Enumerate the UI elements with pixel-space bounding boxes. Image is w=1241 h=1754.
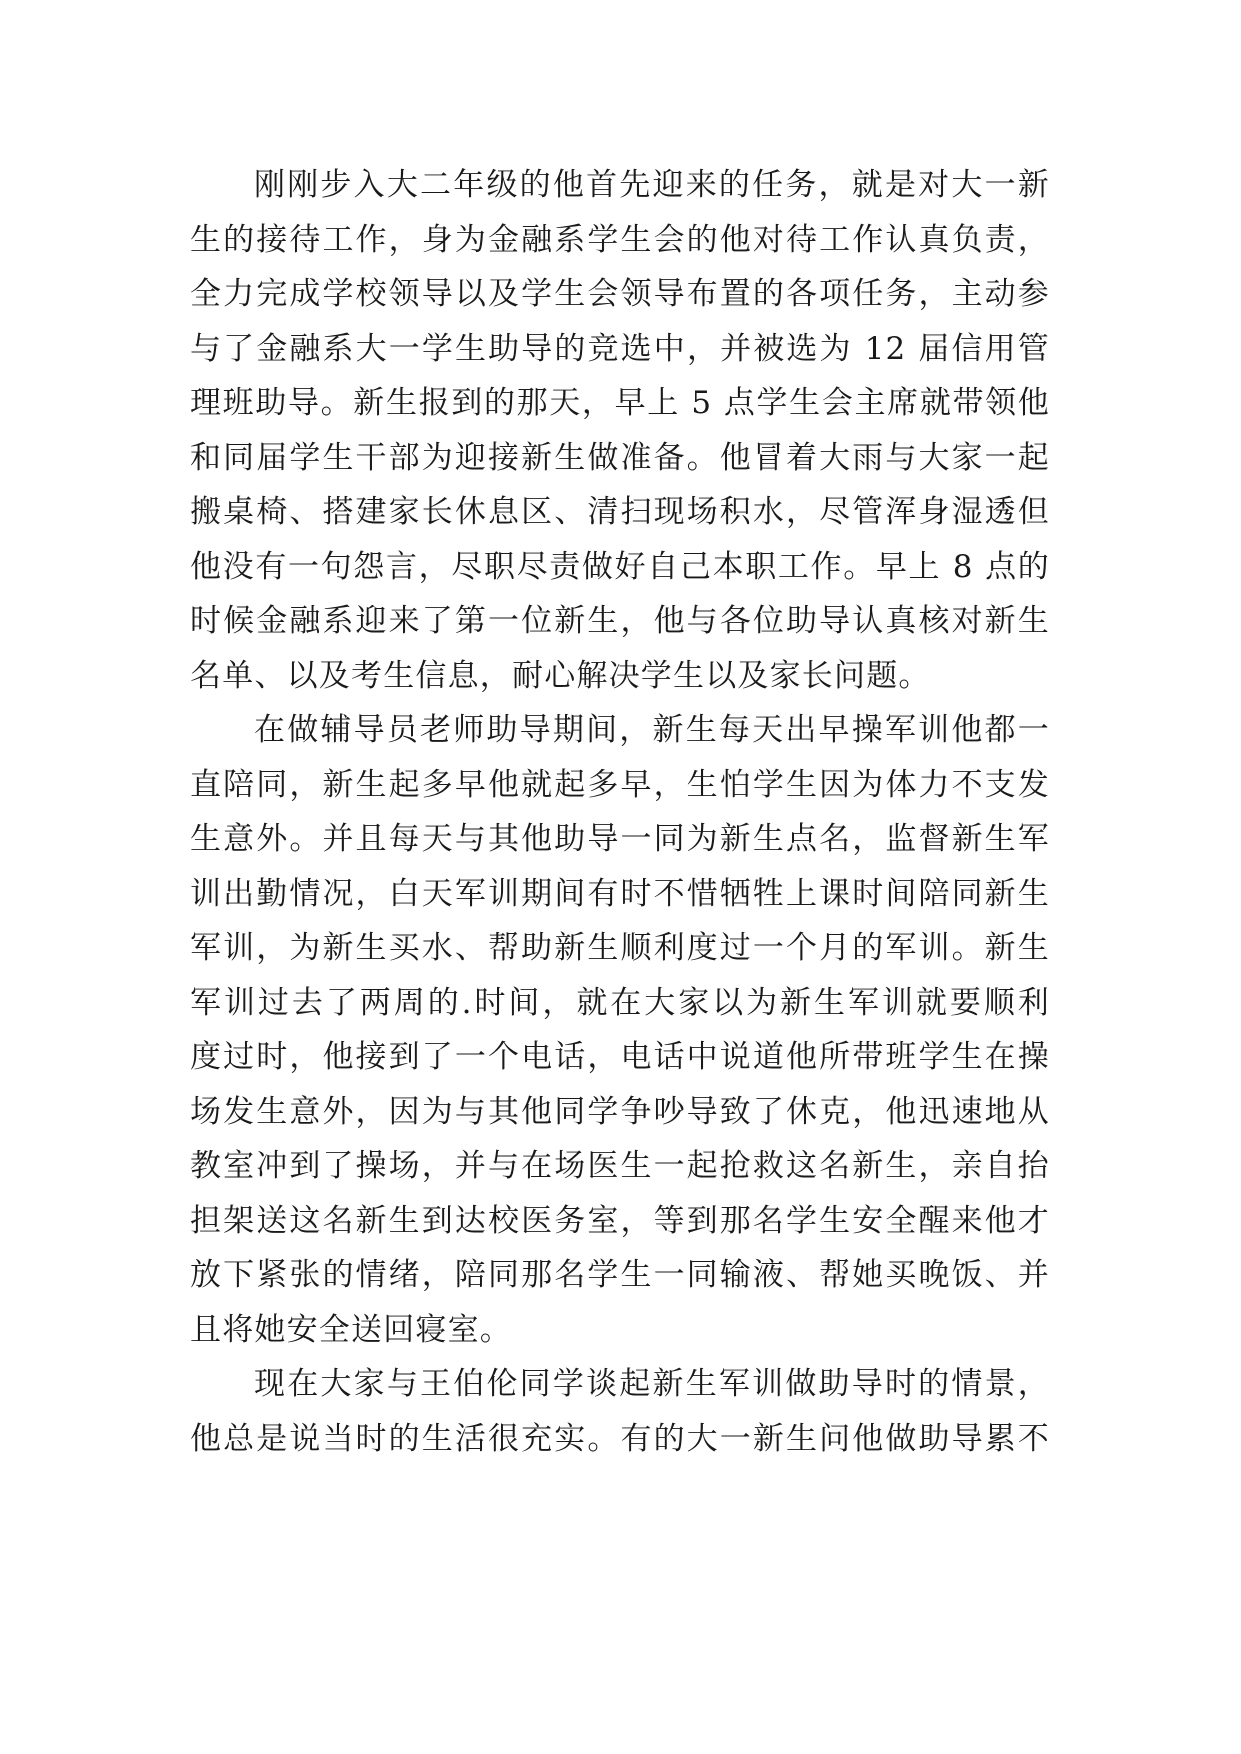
- paragraph-2-line-3: 生意外。并且每天与其他助导一同为新生点名，监督新生军: [190, 821, 1050, 857]
- paragraph-2-line-4: 训出勤情况，白天军训期间有时不惜牺牲上课时间陪同新生: [190, 875, 1050, 912]
- paragraph-1-line-1: 刚刚步入大二年级的他首先迎来的任务，就是对大一新: [254, 167, 1050, 203]
- paragraph-1-line-5: 理班助导。新生报到的那天，早上 5 点学生会主席就带领他: [190, 385, 1050, 421]
- paragraph-1-line-6: 和同届学生干部为迎接新生做准备。他冒着大雨与大家一起: [190, 439, 1050, 476]
- body-text: [190, 158, 1050, 1466]
- paragraph-1-line-2: 生的接待工作，身为金融系学生会的他对待工作认真负责，: [190, 221, 1050, 258]
- paragraph-1-line-10: 名单、以及考生信息，耐心解决学生以及家长问题。: [190, 657, 931, 694]
- paragraph-3-line-1: 现在大家与王伯伦同学谈起新生军训做助导时的情景，: [254, 1366, 1050, 1402]
- paragraph-3-line-2: 他总是说当时的生活很充实。有的大一新生问他做助导累不: [190, 1420, 1050, 1457]
- paragraph-2-line-2: 直陪同，新生起多早他就起多早，生怕学生因为体力不支发: [190, 766, 1050, 803]
- paragraph-1-line-7: 搬桌椅、搭建家长休息区、清扫现场积水，尽管浑身湿透但: [190, 494, 1050, 530]
- paragraph-1-line-8: 他没有一句怨言，尽职尽责做好自己本职工作。早上 8 点的: [190, 548, 1050, 585]
- paragraph-1-line-9: 时候金融系迎来了第一位新生，他与各位助导认真核对新生: [190, 603, 1050, 639]
- paragraph-2-line-8: 场发生意外，因为与其他同学争吵导致了休克，他迅速地从: [190, 1093, 1050, 1130]
- paragraph-2-line-9: 教室冲到了操场，并与在场医生一起抢救这名新生，亲自抬: [190, 1148, 1050, 1184]
- paragraph-1-line-3: 全力完成学校领导以及学生会领导布置的各项任务，主动参: [190, 276, 1050, 312]
- paragraph-2-line-5: 军训，为新生买水、帮助新生顺利度过一个月的军训。新生: [190, 930, 1050, 966]
- paragraph-2-line-11: 放下紧张的情绪，陪同那名学生一同输液、帮她买晚饭、并: [190, 1257, 1050, 1293]
- paragraph-2-line-12: 且将她安全送回寝室。: [190, 1311, 512, 1348]
- paragraph-2-line-6: 军训过去了两周的.时间，就在大家以为新生军训就要顺利: [190, 984, 1050, 1021]
- paragraph-2-line-7: 度过时，他接到了一个电话，电话中说道他所带班学生在操: [190, 1039, 1050, 1075]
- paragraph-2-line-1: 在做辅导员老师助导期间，新生每天出早操军训他都一: [254, 712, 1050, 748]
- paragraph-1-line-4: 与了金融系大一学生助导的竞选中，并被选为 12 届信用管: [190, 330, 1050, 367]
- paragraph-2-line-10: 担架送这名新生到达校医务室，等到那名学生安全醒来他才: [190, 1202, 1050, 1239]
